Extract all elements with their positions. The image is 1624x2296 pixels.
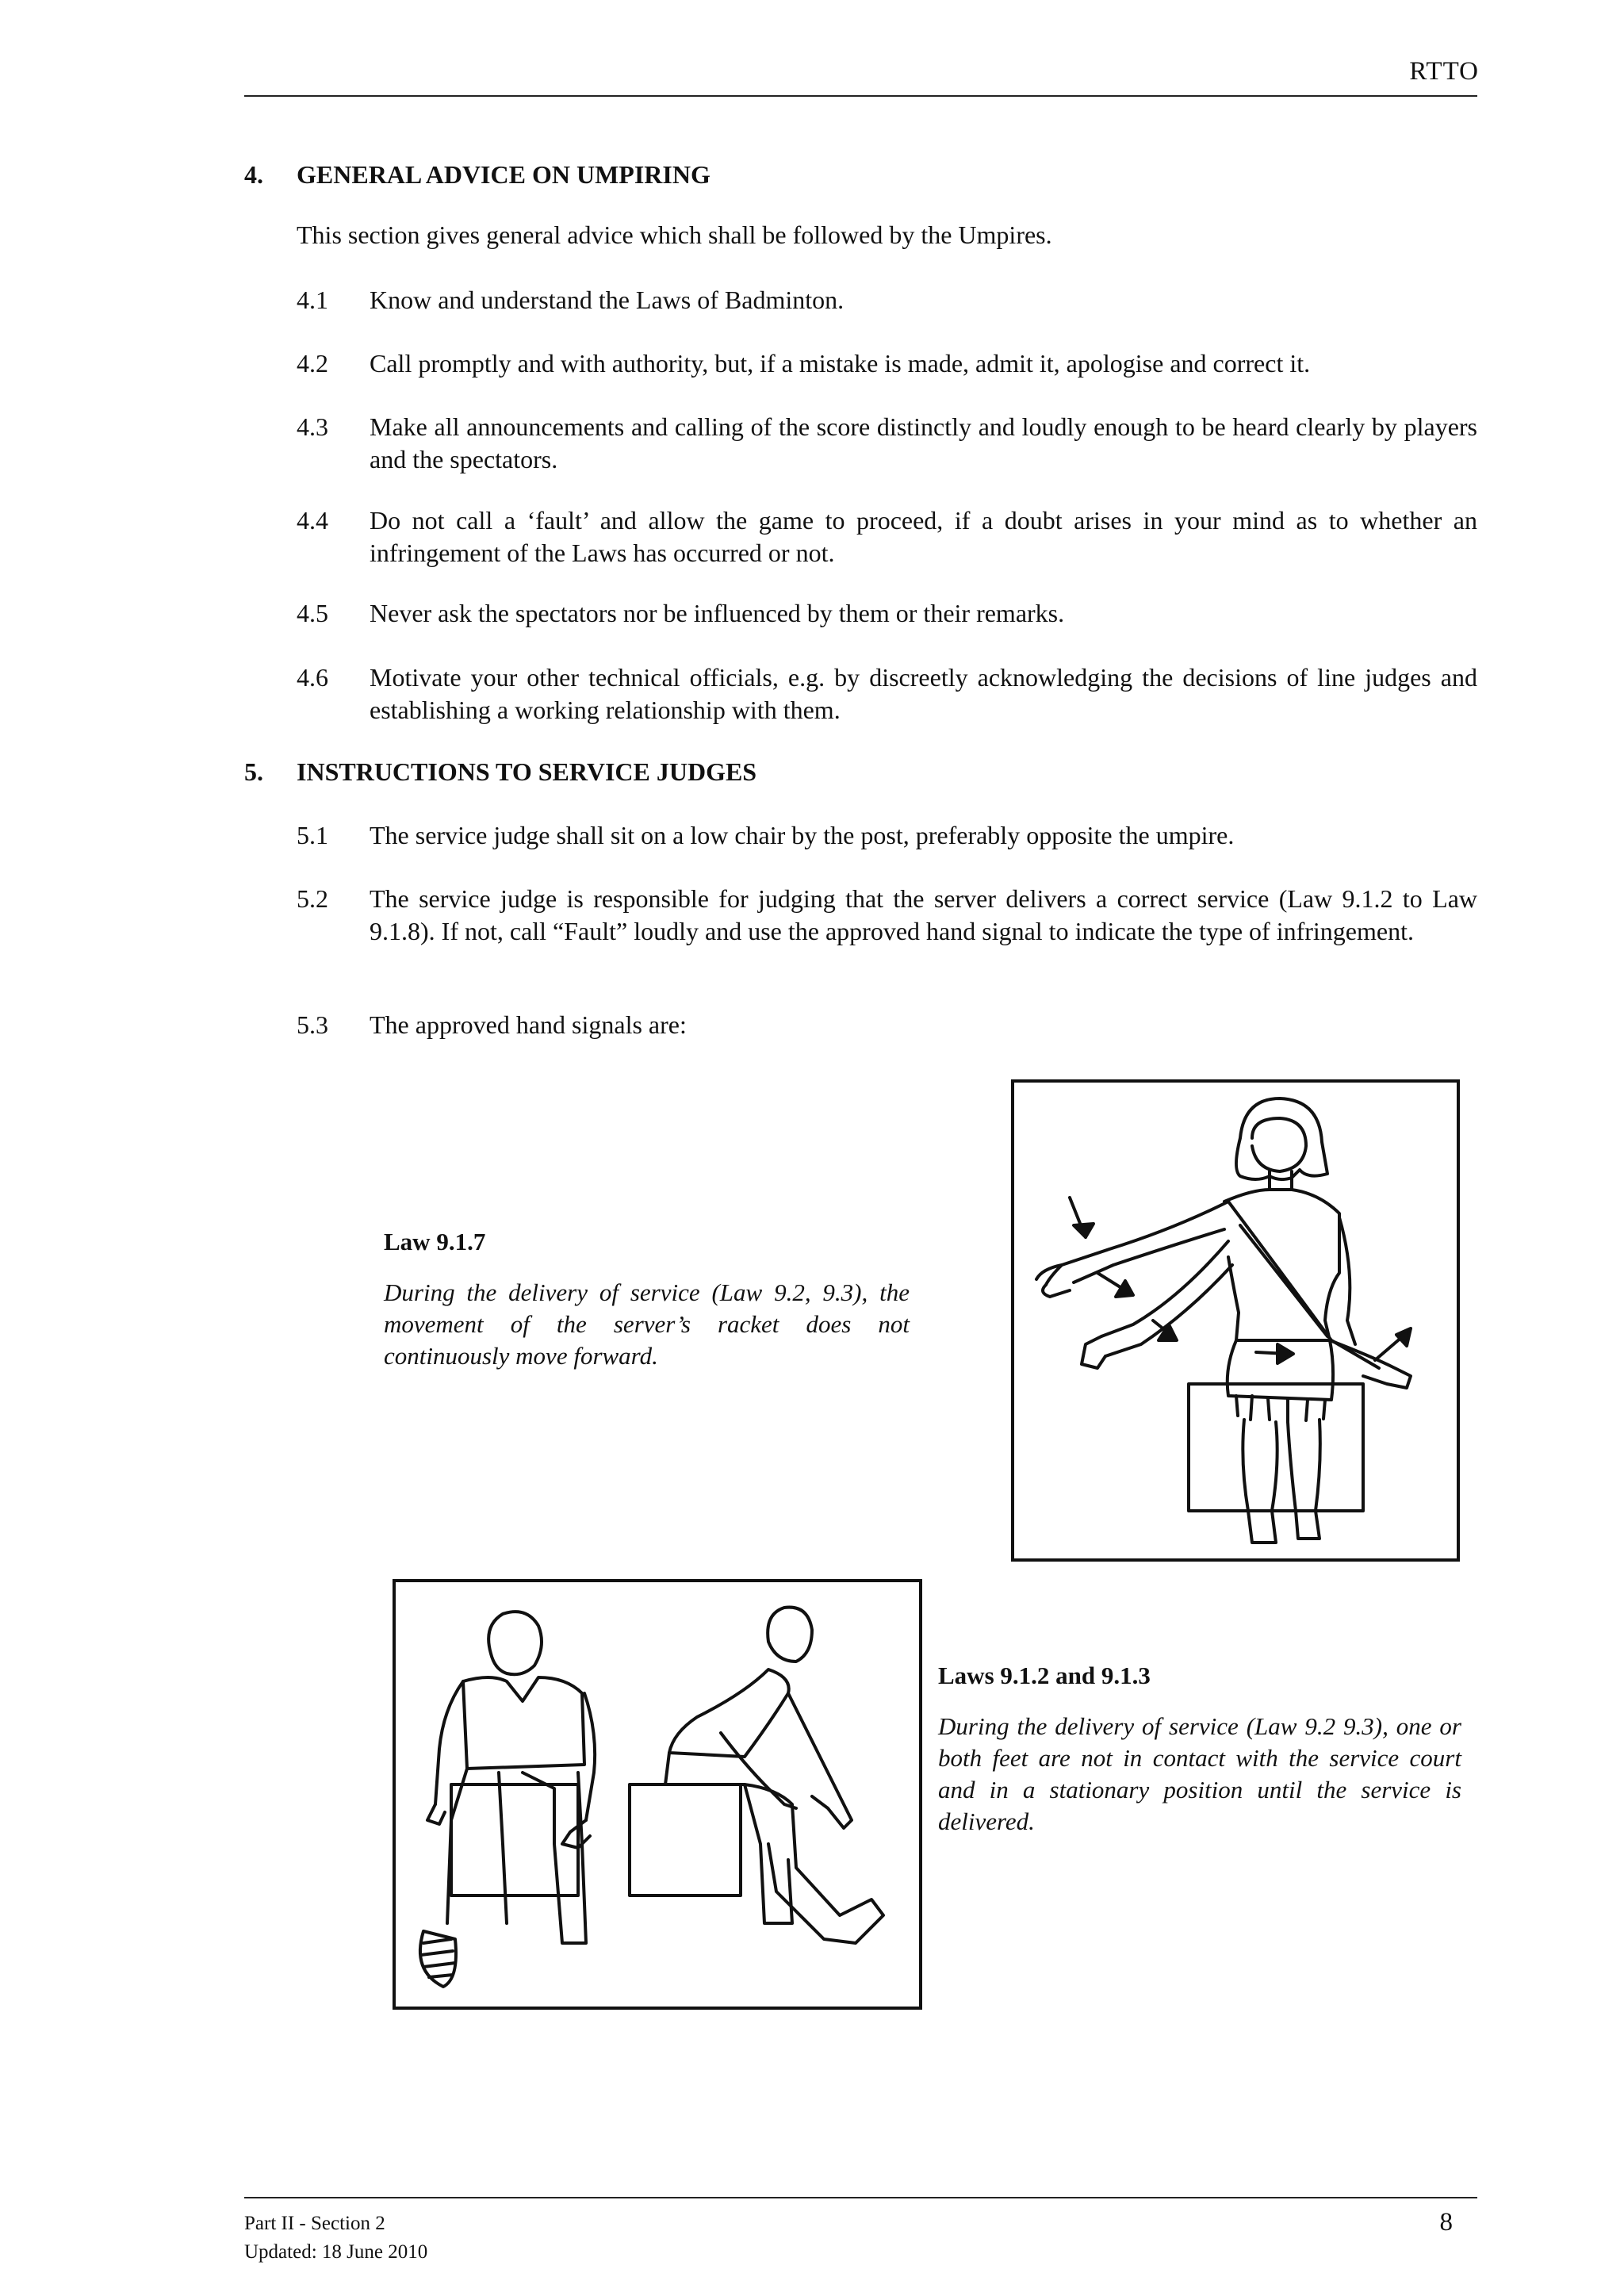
two-seated-judges-drawing bbox=[396, 1582, 919, 2007]
hand-signal-feet-illustration bbox=[393, 1579, 922, 2010]
item-number: 4.6 bbox=[297, 663, 328, 692]
figure-title: Laws 9.1.2 and 9.1.3 bbox=[938, 1662, 1151, 1689]
item-number: 4.5 bbox=[297, 599, 328, 627]
footer-section: Part II - Section 2 bbox=[244, 2213, 385, 2234]
item-text: The service judge shall sit on a low chair by the post, preferably opposite the umpire. bbox=[370, 821, 1235, 849]
list-item bbox=[297, 819, 1477, 852]
header-rule bbox=[244, 95, 1477, 97]
item-text: Motivate your other technical officials, e.g. by discreetly acknowledging the decisions of line judges and establishing a working relationship with them. bbox=[370, 663, 1477, 724]
footer-updated: Updated: 18 June 2010 bbox=[244, 2241, 428, 2263]
page-number: 8 bbox=[1439, 2208, 1453, 2237]
footer bbox=[244, 2210, 427, 2267]
list-item bbox=[297, 284, 1477, 316]
item-number: 4.4 bbox=[297, 506, 328, 535]
footer-rule bbox=[244, 2197, 1477, 2198]
item-text: Make all announcements and calling of the score distinctly and loudly enough to be heard clearly by players and the spectators. bbox=[370, 412, 1477, 473]
list-item bbox=[297, 347, 1477, 380]
item-text: Call promptly and with authority, but, if a mistake is made, admit it, apologise and correct it. bbox=[370, 349, 1311, 378]
item-number: 5.3 bbox=[297, 1010, 328, 1039]
list-item bbox=[297, 597, 1477, 630]
item-text: Do not call a ‘fault’ and allow the game to proceed, if a doubt arises in your mind as to whether an infringement of the Laws has occurred or not. bbox=[370, 506, 1477, 567]
list-item bbox=[297, 1009, 1477, 1041]
header-label: RTTO bbox=[1409, 57, 1479, 86]
item-number: 4.1 bbox=[297, 286, 328, 314]
item-text: Know and understand the Laws of Badminton. bbox=[370, 286, 845, 314]
list-item bbox=[297, 504, 1477, 569]
seated-judge-arm-sweep-drawing bbox=[1014, 1083, 1457, 1558]
figure-caption-laws-912-913 bbox=[938, 1660, 1461, 1838]
list-item bbox=[297, 661, 1477, 726]
section-4-intro: This section gives general advice which shall be followed by the Umpires. bbox=[297, 220, 1052, 249]
item-number: 5.2 bbox=[297, 884, 328, 913]
item-number: 4.2 bbox=[297, 349, 328, 378]
figure-description: During the delivery of service (Law 9.2, 9.3), the movement of the server’s racket does not continuously move forward. bbox=[384, 1278, 910, 1370]
section-title: GENERAL ADVICE ON UMPIRING bbox=[297, 160, 710, 189]
list-item bbox=[297, 411, 1477, 476]
figure-caption-law-917 bbox=[384, 1226, 910, 1372]
item-text: Never ask the spectators nor be influenced by them or their remarks. bbox=[370, 599, 1065, 627]
section-5-heading bbox=[244, 756, 1477, 788]
section-title: INSTRUCTIONS TO SERVICE JUDGES bbox=[297, 757, 757, 786]
section-4-heading bbox=[244, 159, 1477, 191]
item-number: 5.1 bbox=[297, 821, 328, 849]
section-number: 5. bbox=[244, 757, 263, 786]
hand-signal-racket-illustration bbox=[1011, 1079, 1460, 1562]
item-text: The service judge is responsible for judging that the server delivers a correct service (Law 9.1.2 to Law 9.1.8). If not, call “Fault” loudly and use the approved hand signal to indicate the type of infringement. bbox=[370, 884, 1477, 945]
figure-title: Law 9.1.7 bbox=[384, 1228, 486, 1255]
section-number: 4. bbox=[244, 160, 263, 189]
item-text: The approved hand signals are: bbox=[370, 1010, 687, 1039]
figure-description: During the delivery of service (Law 9.2 9.3), one or both feet are not in contact with the service court and in a stationary position until the service is delivered. bbox=[938, 1712, 1461, 1835]
list-item bbox=[297, 883, 1477, 948]
item-number: 4.3 bbox=[297, 412, 328, 441]
